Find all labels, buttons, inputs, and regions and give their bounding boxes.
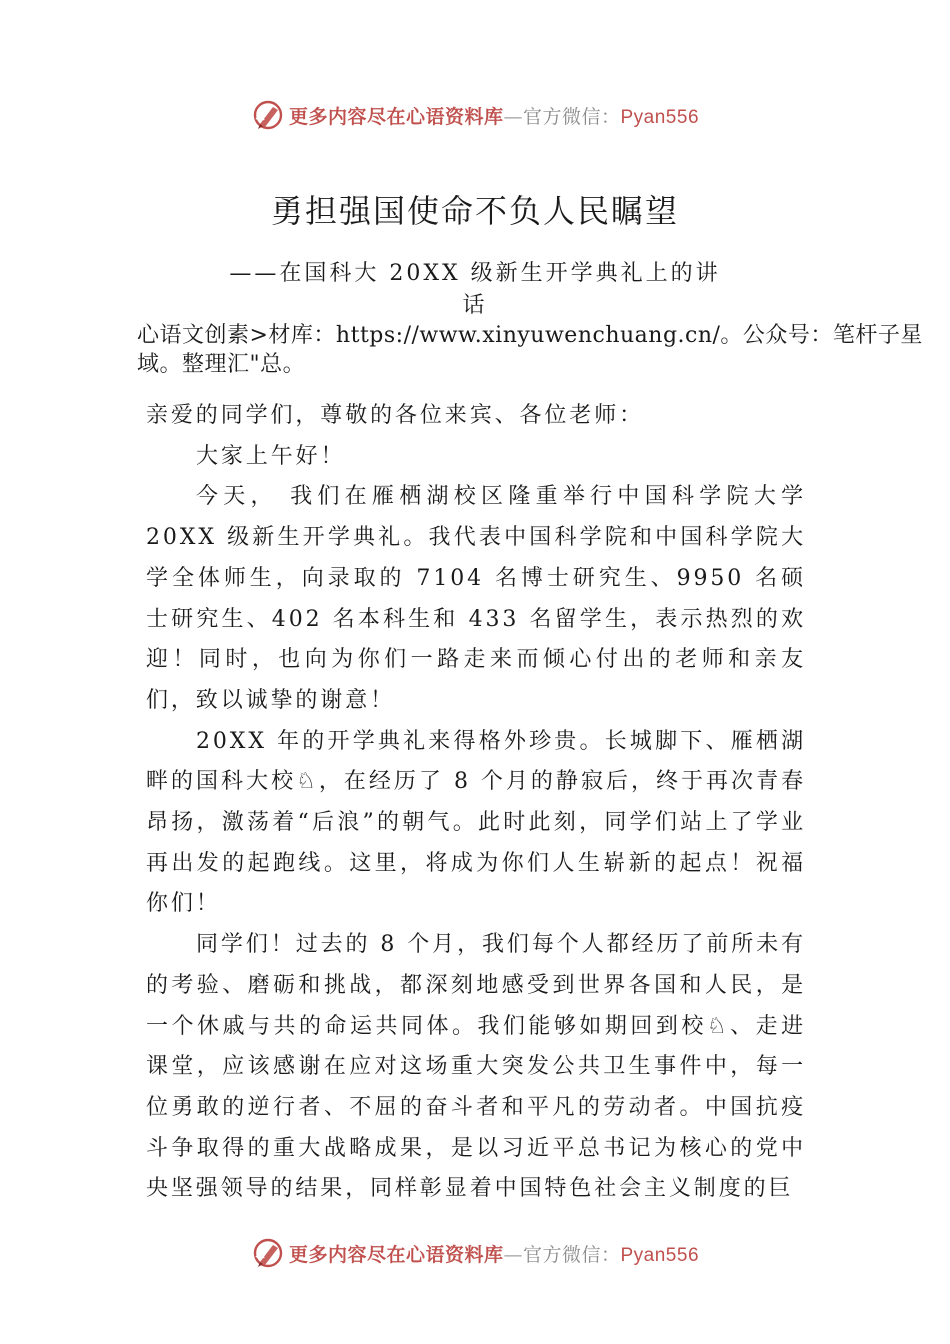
source-note: 心语文创素>材库：https://www.xinyuwenchuang.cn/。公众号：笔杆子星域。整理汇"总。 <box>137 323 923 377</box>
pen-nib-logo-icon <box>251 98 285 132</box>
subtitle-line-2: 话 <box>462 293 488 318</box>
header-watermark <box>0 95 950 135</box>
greeting-paragraph: 大家上午好！ <box>196 443 346 469</box>
pen-nib-logo-icon <box>251 1236 285 1270</box>
watermark-wechat-id: Pyan556 <box>620 1244 700 1266</box>
watermark-separator: — <box>503 105 523 128</box>
watermark-label: 官方微信： <box>522 105 621 128</box>
salutation-paragraph: 亲爱的同学们，尊敬的各位来宾、各位老师： <box>146 403 645 428</box>
document-title: 勇担强国使命不负人民瞩望 <box>270 192 679 230</box>
body-paragraph: 今天， 我们在雁栖湖校区隆重举行中国科学院大学 20XX 级新生开学典礼。我代表中国科学院和中国科学院大学全体师生，向录取的 7104 名博士研究生、9950 名硕士研究生、402 名本科生和 433 名留学生，表示热烈的欢迎！同时，也向为你们一路走来而倾心付出的老师和亲友们，致以诚挚的谢意！ <box>146 484 806 713</box>
watermark-separator: — <box>503 1243 523 1266</box>
watermark-brand: 更多内容尽在心语资料库 <box>288 1243 504 1266</box>
document-subtitle <box>0 258 950 322</box>
subtitle-line-1: ——在国科大 20XX 级新生开学典礼上的讲 <box>229 261 721 286</box>
watermark-text <box>289 1240 699 1267</box>
watermark-text <box>289 102 699 129</box>
footer-watermark <box>0 1233 950 1273</box>
body-paragraph: 同学们！过去的 8 个月，我们每个人都经历了前所未有的考验、磨砺和挑战，都深刻地感受到世界各国和人民，是一个休戚与共的命运共同体。我们能够如期回到校♘、走进课堂，应该感谢在应对这场重大突发公共卫生事件中，每一位勇敢的逆行者、不屈的奋斗者和平凡的劳动者。中国抗疫斗争取得的重大战略成果，是以习近平总书记为核心的党中央坚强领导的结果，同样彰显着中国特色社会主义制度的巨 <box>146 932 806 1202</box>
watermark-brand: 更多内容尽在心语资料库 <box>288 105 504 128</box>
watermark-label: 官方微信： <box>522 1243 621 1266</box>
body-paragraph: 20XX 年的开学典礼来得格外珍贵。长城脚下、雁栖湖畔的国科大校♘，在经历了 8 个月的静寂后，终于再次青春昂扬，激荡着“后浪”的朝气。此时此刻，同学们站上了学业再出发的起跑线。这里，将成为你们人生崭新的起点！祝福你们！ <box>146 728 806 917</box>
document-body <box>146 396 806 1210</box>
watermark-wechat-id: Pyan556 <box>620 106 700 128</box>
